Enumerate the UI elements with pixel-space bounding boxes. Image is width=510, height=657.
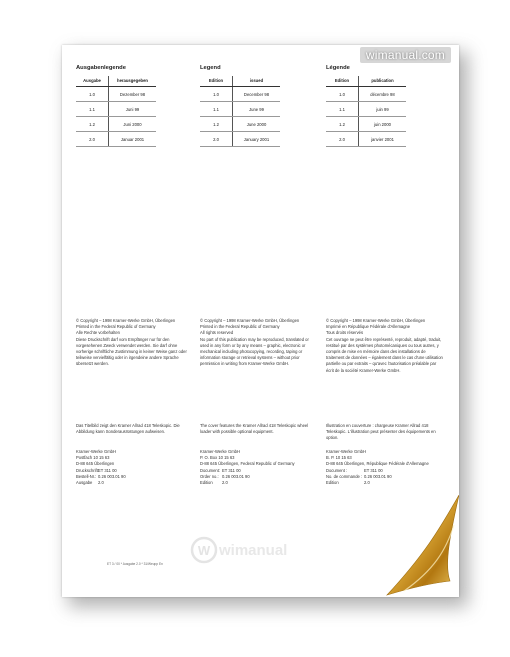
table-cell: 1.1 <box>200 102 233 117</box>
copyright-block-en <box>200 318 318 368</box>
text-line: 0.26 003.01 90 <box>98 473 126 479</box>
table-cell: 2.0 <box>200 132 233 147</box>
table-header: publication <box>359 76 407 87</box>
legend-title: Legend <box>200 65 221 71</box>
table-header: Ausgabe <box>76 76 109 87</box>
text-line: Printed in the Federal Republic of Germany <box>200 324 280 330</box>
text-line: Druckschrift: <box>76 467 100 473</box>
table-cell: June 2000 <box>233 117 281 132</box>
watermark-badge[interactable]: wimanual.com <box>360 47 451 63</box>
table-cell: 1.1 <box>326 102 359 117</box>
cover-note-de: Das Titelbild zeigt den Kramer Allrad 418 Teleskopic. Die Abbildung kann Sonderausrüstungen aufweisen. <box>76 423 180 435</box>
text-line: D-88 645 Überlingen, Federal Republic of Germany <box>200 461 295 467</box>
table-cell: juin 2000 <box>359 117 407 132</box>
text-line: Imprimé en République Fédérale d'Allemagne <box>326 324 411 330</box>
text-line: Tous droits réservés <box>326 330 364 336</box>
text-line: Kramer-Werke GmbH <box>76 449 116 454</box>
edition-table <box>200 76 280 147</box>
text-line <box>76 480 194 486</box>
cover-note-en: The cover features the Kramer Allrad 418 Teleskopic wheel loader with possible optional equipment. <box>200 423 309 435</box>
text-line: Cet ouvrage ne peut être représenté, reproduit, adapté, traduit, restitué par des systèmes photomécaniques ou tous autres, y compris de mise en mémoire dans des installations de traitement de données – également dans le cas d'une utilisation partielle ou par extraits – qu'avec l'autorisation préalable par écrit de la société Kramer-Werke GmbH. <box>326 336 443 373</box>
legend-column-fr <box>326 65 444 147</box>
text-line: 2.0 <box>222 480 228 486</box>
table-cell: June 99 <box>233 102 281 117</box>
table-row <box>326 87 406 102</box>
text-line: Kramer-Werke GmbH <box>326 449 366 454</box>
text-line <box>326 480 444 486</box>
legend-column-en <box>200 65 318 147</box>
legend-column-de <box>76 65 194 147</box>
edition-table <box>326 76 406 147</box>
table-row <box>200 132 280 147</box>
table-row <box>76 132 156 147</box>
table-cell: January 2001 <box>233 132 281 147</box>
address-block-de <box>76 449 194 486</box>
table-row <box>76 117 156 132</box>
table-cell: Juni 2000 <box>109 117 157 132</box>
table-cell: 1.2 <box>76 117 109 132</box>
text-line: Document: <box>200 467 221 473</box>
cover-note-fr: Illustration en couverture : chargeuse Kramer Allrad 418 Teleskopic. L'illustration peut présenter des équipements en option. <box>326 423 436 441</box>
table-cell: 1.0 <box>326 87 359 102</box>
text-line: Postfach 10 15 63 <box>76 455 110 461</box>
svg-text:W: W <box>197 543 211 558</box>
legend-title: Légende <box>326 65 350 71</box>
text-line: ET 311 00 <box>222 467 241 473</box>
document-page <box>62 45 459 597</box>
address-block-fr <box>326 449 444 486</box>
table-row <box>200 102 280 117</box>
text-line: Bestell-Nr.: <box>76 473 97 479</box>
text-line: © Copyright – 1998 Kramer-Werke GmbH, Überlingen <box>76 318 176 323</box>
table-row <box>76 102 156 117</box>
text-line: 2.0 <box>364 480 370 486</box>
legend-title: Ausgabenlegende <box>76 65 126 71</box>
text-line: No part of this publication may be reproduced, translated or used in any form or by any means – graphic, electronic or mechanical including photocopying, recording, taping or information storage or retrieval systems – without prior permission in writing from Kramer-Werke GmbH. <box>200 336 309 367</box>
table-row <box>200 117 280 132</box>
table-cell: juin 99 <box>359 102 407 117</box>
page-curl-icon <box>384 495 459 597</box>
text-line: All rights reserved <box>200 330 234 336</box>
table-cell: décembre 98 <box>359 87 407 102</box>
wimanual-logo-watermark <box>189 535 309 565</box>
text-line: © Copyright – 1998 Kramer-Werke GmbH, Überlingen <box>326 318 426 323</box>
text-line: Ausgabe <box>76 480 93 486</box>
table-cell: 1.2 <box>200 117 233 132</box>
table-row <box>326 132 406 147</box>
copyright-block-fr <box>326 318 444 374</box>
text-line: Edition <box>200 480 213 486</box>
table-cell: 1.2 <box>326 117 359 132</box>
text-line: Diese Druckschrift darf vom Empfänger nur für den vorgesehenen Zweck verwendet werden. Sie darf ohne vorherige schriftliche Zustimmung in keiner Weise ganz oder teilweise vervielfältig oder in irgendeine andere Sprache übersetzt werden. <box>76 336 187 367</box>
text-line: Order no.: <box>200 473 219 479</box>
text-line: ET 311 00 <box>98 467 117 473</box>
text-line: Alle Rechte vorbehalten <box>76 330 120 336</box>
table-header: Edition <box>200 76 233 87</box>
text-line: Edition <box>326 480 339 486</box>
table-cell: Dezember 98 <box>109 87 157 102</box>
edition-table <box>76 76 156 147</box>
text-line: Printed in the Federal Republic of Germany <box>76 324 156 330</box>
table-row <box>76 87 156 102</box>
table-header: issued <box>233 76 281 87</box>
table-row <box>326 102 406 117</box>
text-line: B. P. 10 15 63 <box>326 455 352 461</box>
text-line: D-88 645 Überlingen <box>76 461 115 467</box>
text-line: 0.26 003.01 90 <box>364 473 392 479</box>
table-cell: 1.0 <box>76 87 109 102</box>
table-header: herausgegeben <box>109 76 157 87</box>
table-cell: 1.1 <box>76 102 109 117</box>
text-line: Document : <box>326 467 348 473</box>
text-line: Kramer-Werke GmbH <box>200 449 240 454</box>
address-block-en <box>200 449 318 486</box>
text-line: 0.26 003.01 90 <box>222 473 250 479</box>
table-row <box>200 87 280 102</box>
copyright-block-de <box>76 318 194 368</box>
text-line: P. O. Box 10 15 63 <box>200 455 235 461</box>
text-line: ET 311 00 <box>364 467 383 473</box>
text-line: No. de commande : <box>326 473 363 479</box>
table-cell: 2.0 <box>76 132 109 147</box>
text-line <box>200 480 318 486</box>
table-row <box>326 117 406 132</box>
svg-text:wimanual: wimanual <box>219 542 288 559</box>
table-cell: 1.0 <box>200 87 233 102</box>
table-header: Edition <box>326 76 359 87</box>
text-line: D-88 645 Überlingen, République Fédérale d'Allemagne <box>326 461 429 467</box>
table-cell: Januar 2001 <box>109 132 157 147</box>
table-cell: December 98 <box>233 87 281 102</box>
table-cell: janvier 2001 <box>359 132 407 147</box>
footer-code: ET 3 / 00 * Ausgabe 2.0 * 31/Weupp En <box>107 562 163 566</box>
text-line: © Copyright – 1998 Kramer-Werke GmbH, Überlingen <box>200 318 300 323</box>
text-line: 2.0 <box>98 480 104 486</box>
table-cell: Juni 99 <box>109 102 157 117</box>
table-cell: 2.0 <box>326 132 359 147</box>
